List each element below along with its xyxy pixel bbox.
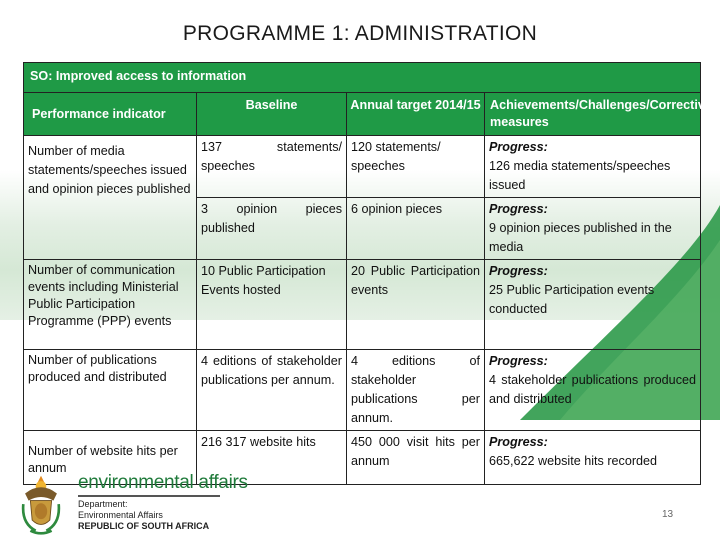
performance-table <box>23 62 712 485</box>
progress-label: Progress: <box>489 264 548 278</box>
header-indicator: Performance indicator <box>24 93 197 136</box>
achievement-cell <box>485 350 701 431</box>
target-cell: 450 000 visit hits per annum <box>347 431 485 485</box>
department-line-1: Department: <box>78 499 128 509</box>
page-number: 13 <box>662 509 674 520</box>
indicator-cell: Number of communication events including Ministerial Public Participation Programme (PPP) events <box>24 260 197 350</box>
achievement-cell <box>485 260 701 350</box>
target-cell: 120 statements/ speeches <box>347 136 485 198</box>
table-row <box>24 350 701 431</box>
indicator-cell: Number of publications produced and distributed <box>24 350 197 431</box>
achievement-text: 126 media statements/speeches issued <box>489 159 671 192</box>
coat-of-arms-logo <box>18 474 64 536</box>
progress-label: Progress: <box>489 435 548 449</box>
header-target: Annual target 2014/15 <box>347 93 485 136</box>
achievement-cell <box>485 198 701 260</box>
brand-divider <box>78 495 220 497</box>
target-cell: 20 Public Participation events <box>347 260 485 350</box>
department-line-3: REPUBLIC OF SOUTH AFRICA <box>78 521 210 531</box>
achievement-text: 4 stakeholder publications produced and distributed <box>489 373 696 406</box>
strategic-objective: SO: Improved access to information <box>24 63 701 93</box>
header-baseline: Baseline <box>197 93 347 136</box>
indicator-cell: Number of media statements/speeches issued and opinion pieces published <box>24 136 197 260</box>
achievement-text: 25 Public Participation events conducted <box>489 283 655 316</box>
indicator-cell: Number of website hits per annum <box>24 431 197 485</box>
progress-label: Progress: <box>489 354 548 368</box>
baseline-cell: 137 statements/ speeches <box>197 136 347 198</box>
table-row <box>24 136 701 198</box>
achievement-text: 665,622 website hits recorded <box>489 454 658 468</box>
department-line-2: Environmental Affairs <box>78 510 163 520</box>
baseline-cell: 4 editions of stakeholder publications per annum. <box>197 350 347 431</box>
table-row <box>24 260 701 350</box>
achievement-text: 9 opinion pieces published in the media <box>489 221 672 254</box>
department-label <box>78 499 209 532</box>
baseline-cell: 10 Public Participation Events hosted <box>197 260 347 350</box>
page-title: PROGRAMME 1: ADMINISTRATION <box>182 22 538 45</box>
baseline-cell: 3 opinion pieces published <box>197 198 347 260</box>
baseline-cell: 216 317 website hits <box>197 431 347 485</box>
progress-label: Progress: <box>489 140 548 154</box>
target-cell: 6 opinion pieces <box>347 198 485 260</box>
header-achievements: Achievements/Challenges/Corrective measures <box>485 93 701 136</box>
brand-name: environmental affairs <box>78 472 248 493</box>
achievement-cell <box>485 136 701 198</box>
target-cell: 4 editions of stakeholder publications per annum. <box>347 350 485 431</box>
progress-label: Progress: <box>489 202 548 216</box>
achievement-cell <box>485 431 701 485</box>
